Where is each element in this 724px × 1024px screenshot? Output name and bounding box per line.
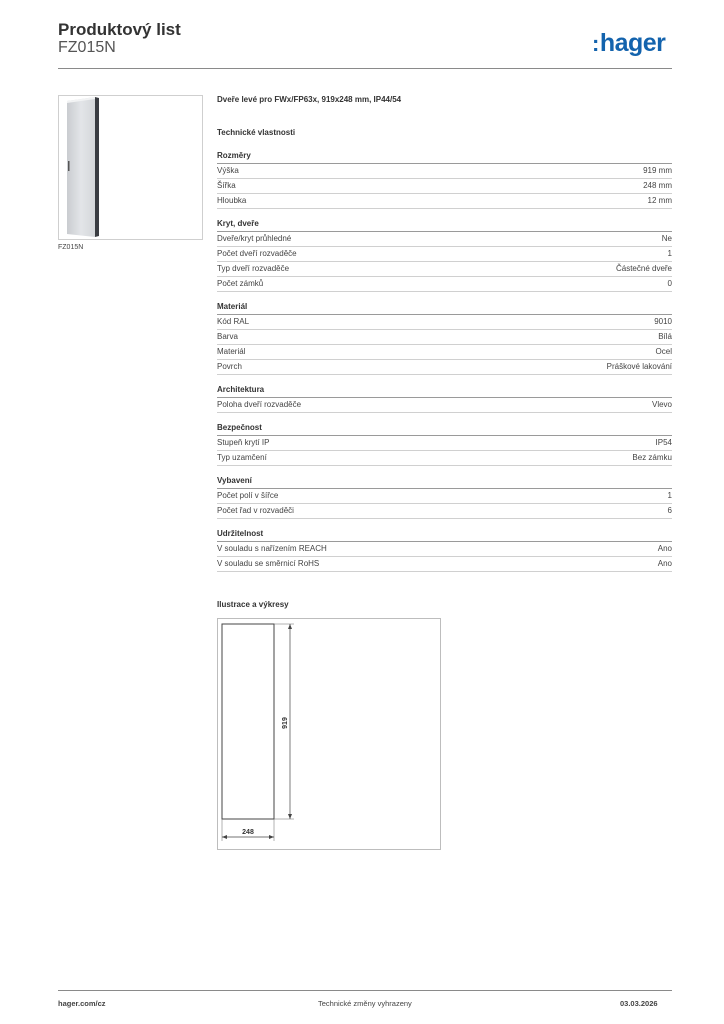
- properties-sections: [217, 151, 672, 572]
- property-row: [217, 277, 672, 292]
- product-details: [217, 95, 672, 572]
- width-dimension-label: 248: [242, 829, 254, 836]
- property-value: 248 mm: [643, 181, 672, 190]
- property-value: 1: [667, 491, 672, 500]
- property-label: Počet zámků: [217, 279, 264, 288]
- property-row: [217, 247, 672, 262]
- document-title: Produktový list: [58, 20, 181, 39]
- property-value: IP54: [655, 438, 672, 447]
- property-row: [217, 542, 672, 557]
- section-title: Rozměry: [217, 151, 672, 164]
- property-section: [217, 302, 672, 375]
- property-label: Povrch: [217, 362, 242, 371]
- property-label: Výška: [217, 166, 239, 175]
- property-label: Hloubka: [217, 196, 247, 205]
- property-row: [217, 489, 672, 504]
- property-row: [217, 315, 672, 330]
- property-row: [217, 330, 672, 345]
- property-value: Ocel: [655, 347, 672, 356]
- property-value: 12 mm: [647, 196, 672, 205]
- property-label: Kód RAL: [217, 317, 250, 326]
- illustrations-heading: Ilustrace a výkresy: [217, 600, 289, 609]
- property-value: 919 mm: [643, 166, 672, 175]
- section-title: Materiál: [217, 302, 672, 315]
- property-label: Materiál: [217, 347, 246, 356]
- section-title: Vybavení: [217, 476, 672, 489]
- property-section: [217, 219, 672, 292]
- property-label: Typ uzamčení: [217, 453, 267, 462]
- property-value: Práškové lakování: [606, 362, 672, 371]
- property-value: Bez zámku: [632, 453, 672, 462]
- logo-text: hager: [599, 29, 666, 57]
- property-label: Dveře/kryt průhledné: [217, 234, 292, 243]
- property-value: 9010: [654, 317, 672, 326]
- property-value: Ne: [661, 234, 672, 243]
- property-section: [217, 529, 672, 572]
- property-section: [217, 385, 672, 413]
- header-divider: [58, 68, 672, 69]
- property-row: [217, 164, 672, 179]
- property-label: Počet řad v rozvaděči: [217, 506, 294, 515]
- product-name: Dveře levé pro FWx/FP63x, 919x248 mm, IP44/54: [217, 95, 402, 104]
- property-value: Ano: [657, 559, 672, 568]
- hager-logo: :hager: [592, 29, 666, 57]
- property-label: Počet dveří rozvaděče: [217, 249, 297, 258]
- property-row: [217, 360, 672, 375]
- property-label: Šířka: [217, 181, 236, 190]
- property-section: [217, 476, 672, 519]
- property-row: [217, 262, 672, 277]
- property-value: 6: [667, 506, 672, 515]
- property-label: Barva: [217, 332, 238, 341]
- footer-website-link[interactable]: hager.com/cz: [58, 999, 106, 1008]
- section-title: Udržitelnost: [217, 529, 672, 542]
- thumbnail-caption: FZ015N: [58, 244, 84, 251]
- technical-drawing: [217, 618, 441, 850]
- property-value: 1: [667, 249, 672, 258]
- property-row: [217, 504, 672, 519]
- property-label: V souladu s nařízením REACH: [217, 544, 327, 553]
- technical-properties-heading: Technické vlastnosti: [217, 128, 296, 137]
- footer-date: 03.03.2026: [620, 999, 658, 1008]
- property-label: V souladu se směrnicí RoHS: [217, 559, 320, 568]
- property-section: [217, 423, 672, 466]
- property-row: [217, 557, 672, 572]
- door-thumbnail-icon: [59, 96, 202, 239]
- property-label: Typ dveří rozvaděče: [217, 264, 290, 273]
- property-value: Vlevo: [651, 400, 672, 409]
- property-section: [217, 151, 672, 209]
- section-title: Architektura: [217, 385, 672, 398]
- property-value: Ano: [657, 544, 672, 553]
- property-value: Bílá: [658, 332, 672, 341]
- property-row: [217, 194, 672, 209]
- height-dimension-label: 919: [282, 717, 289, 729]
- property-label: Počet polí v šířce: [217, 491, 279, 500]
- section-title: Bezpečnost: [217, 423, 672, 436]
- product-image: [58, 95, 203, 240]
- dimension-drawing-icon: [218, 619, 440, 849]
- section-title: Kryt, dveře: [217, 219, 672, 232]
- property-row: [217, 398, 672, 413]
- property-row: [217, 451, 672, 466]
- property-label: Stupeň krytí IP: [217, 438, 270, 447]
- property-row: [217, 436, 672, 451]
- property-row: [217, 232, 672, 247]
- footer-note: Technické změny vyhrazeny: [318, 999, 412, 1008]
- property-row: [217, 179, 672, 194]
- property-value: 0: [667, 279, 672, 288]
- footer-divider: [58, 990, 672, 991]
- property-label: Poloha dveří rozvaděče: [217, 400, 302, 409]
- product-code: FZ015N: [58, 39, 116, 56]
- property-value: Částečné dveře: [615, 264, 672, 273]
- property-row: [217, 345, 672, 360]
